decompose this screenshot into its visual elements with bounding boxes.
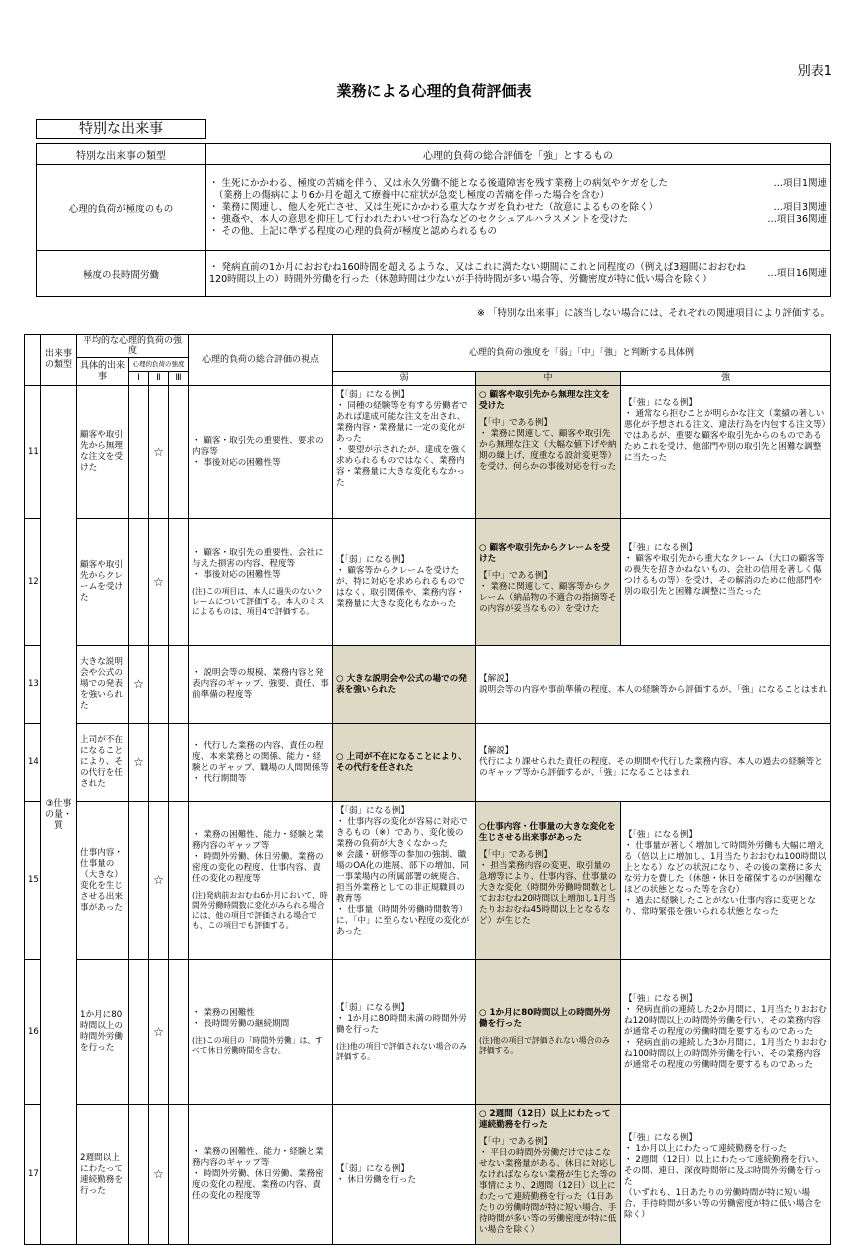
- medium-cell: ○ 上司が不在になることにより、その代行を任された: [333, 724, 476, 802]
- medium-cell: ○仕事内容・仕事量の大きな変化を生じさせる出来事があった 【「中」である例】 ・ 担当業務内容の変更、取引量の急増等により、仕事内容、仕事量の大きな変化（時間外労働時間数としておおむね20時間以上増加し1月当たりおおむね45時間以上となるなど）が生じた: [476, 802, 621, 960]
- star-mark: ☆: [149, 960, 169, 1105]
- row-number: 17: [25, 1105, 41, 1245]
- star-mark: ☆: [149, 519, 169, 646]
- row-number: 13: [25, 646, 41, 724]
- viewpoint-cell: ・ 代行した業務の内容、責任の程度、本来業務との関係、能力・経験とのギャップ、職場の人間関係等 ・ 代行期間等: [189, 724, 333, 802]
- table-row: [25, 646, 831, 724]
- special-col-eval: 心理的負荷の総合評価を「強」とするもの: [206, 144, 831, 165]
- medium-cell: ○ 顧客や取引先からクレームを受けた 【「中」である例】 ・ 業務に関連して、顧客等からクレーム（納品物の不適合の指摘等その内容が妥当なもの）を受けた: [476, 519, 621, 646]
- table-row: [25, 1105, 831, 1245]
- special-item: （業務上の傷病により6か月を超えて療養中に症状が急変し極度の苦痛を伴った場合を含む）: [209, 189, 610, 201]
- table-row: [25, 386, 831, 519]
- col-avg-strength: 平均的な心理的負荷の強度: [77, 335, 189, 358]
- explanation-cell: 【解説】 代行により課せられた責任の程度、その期間や代行した業務内容、本人の過去の経験等とのギャップ等から評価するが、「強」になることはまれ: [476, 724, 831, 802]
- special-row: [37, 165, 831, 251]
- row-number: 11: [25, 386, 41, 519]
- medium-cell: ○ 顧客や取引先から無理な注文を受けた 【「中」である例】 ・ 業務に関連して、顧客や取引先から無理な注文（大幅な値下げや納期の繰上げ、度重なる設計変更等）を受け、何らかの事後対応を行った: [476, 386, 621, 519]
- strong-cell: 【「強」になる例】 ・ 発病直前の連続した2か月間に、1月当たりおおむね120時間以上の時間外労働を行い、その業務内容が通常その程度の労働時間を要するものであった ・ 発病直前の連続した3か月間に、1月当たりおおむね100時間以上の時間外労働を行い、その業務内容が通常その程度の労働時間を要するものであった: [621, 960, 831, 1105]
- evaluation-table: [24, 334, 831, 1245]
- col-category: 出来事の類型: [41, 335, 77, 386]
- row-number: 16: [25, 960, 41, 1105]
- medium-cell: ○ 大きな説明会や公式の場での発表を強いられた: [333, 646, 476, 724]
- special-section-title: 特別な出来事: [36, 119, 206, 139]
- viewpoint-cell: ・ 業務の困難性、能力・経験と業務内容のギャップ等 ・ 時間外労働、休日労働、業務の密度の変化の程度、仕事内容、責任の変化の程度等 (注)発病前おおむね6か月において、時間外労働時間数に変化がみられる場合には、他の項目で評価される場合でも、この項目でも評価する。: [189, 802, 333, 960]
- row-number: 12: [25, 519, 41, 646]
- category-cell: ③仕事の量・質: [41, 386, 77, 1245]
- event-cell: 顧客や取引先から無理な注文を受けた: [77, 386, 129, 519]
- table-row: [25, 802, 831, 960]
- document-title: 業務による心理的負荷評価表: [336, 82, 532, 100]
- star-mark: ☆: [129, 724, 149, 802]
- star-mark: ☆: [129, 646, 149, 724]
- weak-cell: 【「弱」になる例】 ・ 休日労働を行った: [333, 1105, 476, 1245]
- special-note: ※ 「特別な出来事」に該当しない場合には、それぞれの関連項目により評価する。: [477, 308, 830, 319]
- col-lv3: Ⅲ: [169, 372, 189, 386]
- special-item: ・ 発病直前の1か月におおむね160時間を超えるような、又はこれに満たない期間にこれと同程度の（例えば3週間におおむね120時間以上の）時間外労働を行った（休憩時間は少ないが手待時間が多い場合等、労働密度が特に低い場合を除く） …項目16関連: [209, 261, 827, 285]
- weak-cell: 【「弱」になる例】 ・ 仕事内容の変化が容易に対応できるもの（※）であり、変化後の業務の負荷が大きくなかった ※ 会議・研修等の参加の強制、職場のOA化の進展、部下の増加、同一事業場内の所属部署の統廃合、担当外業務としての非正規職員の教育等 ・ 仕事量（時間外労働時間数等）に、「中」に至らない程度の変化があった: [333, 802, 476, 960]
- attached-table-label: 別表1: [797, 64, 832, 79]
- col-viewpoint: 心理的負荷の総合評価の視点: [189, 335, 333, 386]
- strong-cell: 【「強」になる例】 ・ 顧客や取引先から重大なクレーム（大口の顧客等の喪失を招きかねないもの、会社の信用を著しく傷つけるもの等）を受け、その解消のために他部門や別の取引先と困難な調整に当たった: [621, 519, 831, 646]
- event-cell: 1か月に80時間以上の時間外労働を行った: [77, 960, 129, 1105]
- col-lv1: Ⅰ: [129, 372, 149, 386]
- event-cell: 顧客や取引先からクレームを受けた: [77, 519, 129, 646]
- special-row-type: 極度の長時間労働: [37, 251, 206, 297]
- event-cell: 上司が不在になることにより、その代行を任された: [77, 724, 129, 802]
- weak-cell: 【「弱」になる例】 ・ 1か月に80時間未満の時間外労働を行った (注)他の項目で評価されない場合のみ評価する。: [333, 960, 476, 1105]
- special-item: ・ その他、上記に準ずる程度の心理的負荷が極度と認められるもの: [209, 225, 498, 237]
- special-item: ・ 業務に関連し、他人を死亡させ、又は生死にかかわる重大なケガを負わせた（故意によるものを除く） …項目3関連: [209, 201, 827, 213]
- strong-cell: 【「強」になる例】 ・ 通常なら拒むことが明らかな注文（業績の著しい悪化が予想される注文、違法行為を内包する注文等）ではあるが、重要な顧客や取引先からのものであるためこれを受け、他部門や別の取引先と困難な調整に当たった: [621, 386, 831, 519]
- viewpoint-cell: ・ 業務の困難性、能力・経験と業務内容のギャップ等 ・ 時間外労働、休日労働、業務密度の変化の程度、業務の内容、責任の変化の程度等: [189, 1105, 333, 1245]
- col-weak: 弱: [333, 372, 476, 386]
- event-cell: 仕事内容・仕事量の（大きな）変化を生じさせる出来事があった: [77, 802, 129, 960]
- special-col-type: 特別な出来事の類型: [37, 144, 206, 165]
- col-strength: 心理的負荷の強度: [129, 358, 189, 372]
- viewpoint-cell: ・ 説明会等の規模、業務内容と発表内容のギャップ、強要、責任、事前準備の程度等: [189, 646, 333, 724]
- event-cell: 大きな説明会や公式の場での発表を強いられた: [77, 646, 129, 724]
- row-number: 15: [25, 802, 41, 960]
- special-item: ・ 生死にかかわる、極度の苦痛を伴う、又は永久労働不能となる後遺障害を残す業務上の病気やケガをした …項目1関連: [209, 177, 827, 189]
- col-event: 具体的出来事: [77, 358, 129, 386]
- strong-cell: 【「強」になる例】 ・ 仕事量が著しく増加して時間外労働も大幅に増える（倍以上に増加し、1月当たりおおむね100時間以上となる）などの状況になり、その後の業務に多大な労力を費した（休憩・休日を確保するのが困難なほどの状態となった等を含む） ・ 過去に経験したことがない仕事内容に変更となり、常時緊張を強いられる状態となった: [621, 802, 831, 960]
- star-mark: ☆: [149, 802, 169, 960]
- table-row: [25, 724, 831, 802]
- weak-cell: 【「弱」になる例】 ・ 顧客等からクレームを受けたが、特に対応を求められるものではなく、取引関係や、業務内容・業務量に大きな変化もなかった: [333, 519, 476, 646]
- medium-cell: ○ 2週間（12日）以上にわたって連続勤務を行った 【「中」である例】 ・ 平日の時間外労働だけではこなせない業務量がある、休日に対応しなければならない業務が生じた等の事情により、2週間（12日）以上にわたって連続勤務を行った（1日あたりの労働時間が特に短い場合、手待時間が多い等の労働密度が特に低い場合を除く）: [476, 1105, 621, 1245]
- star-mark: ☆: [149, 1105, 169, 1245]
- header-row: [25, 372, 831, 386]
- special-row-type: 心理的負荷が極度のもの: [37, 165, 206, 251]
- col-lv2: Ⅱ: [149, 372, 169, 386]
- special-row: [37, 251, 831, 297]
- viewpoint-cell: ・ 顧客・取引先の重要性、会社に与えた損害の内容、程度等 ・ 事後対応の困難性等 (注)この項目は、本人に過失のないクレームについて評価する。本人のミスによるものは、項目4で評価する。: [189, 519, 333, 646]
- star-mark: ☆: [149, 386, 169, 519]
- special-events-table: [36, 143, 831, 297]
- col-medium: 中: [476, 372, 621, 386]
- header-row: [25, 335, 831, 358]
- event-cell: 2週間以上にわたって連続勤務を行った: [77, 1105, 129, 1245]
- viewpoint-cell: ・ 業務の困難性 ・ 長時間労働の継続期間 (注)この項目の「時間外労働」は、すべて休日労働時間を含む。: [189, 960, 333, 1105]
- special-row-items: [206, 251, 831, 297]
- table-row: [25, 519, 831, 646]
- special-row-items: [206, 165, 831, 251]
- special-header-row: [37, 144, 831, 165]
- explanation-cell: 【解説】 説明会等の内容や事前準備の程度、本人の経験等から評価するが、「強」になることはまれ: [476, 646, 831, 724]
- row-number: 14: [25, 724, 41, 802]
- strong-cell: 【「強」になる例】 ・ 1か月以上にわたって連続勤務を行った ・ 2週間（12日）以上にわたって連続勤務を行い、その間、連日、深夜時間帯に及ぶ時間外労働を行った （いずれも、1日あたりの労働時間が特に短い場合、手待時間が多い等の労働密度が特に低い場合を除く）: [621, 1105, 831, 1245]
- weak-cell: 【「弱」になる例】 ・ 同種の経験等を有する労働者であれば達成可能な注文を出され、業務内容・業務量に一定の変化があった ・ 要望が示されたが、達成を強く求められるものではなく、業務内容・業務量に大きな変化もなかった: [333, 386, 476, 519]
- table-row: [25, 960, 831, 1105]
- col-strong: 強: [621, 372, 831, 386]
- col-examples: 心理的負荷の強度を「弱」「中」「強」と判断する具体例: [333, 335, 831, 372]
- special-item: ・ 強姦や、本人の意思を抑圧して行われたわいせつ行為などのセクシュアルハラスメントを受けた …項目36関連: [209, 213, 827, 225]
- viewpoint-cell: ・ 顧客・取引先の重要性、要求の内容等 ・ 事後対応の困難性等: [189, 386, 333, 519]
- medium-cell: ○ 1か月に80時間以上の時間外労働を行った (注)他の項目で評価されない場合のみ評価する。: [476, 960, 621, 1105]
